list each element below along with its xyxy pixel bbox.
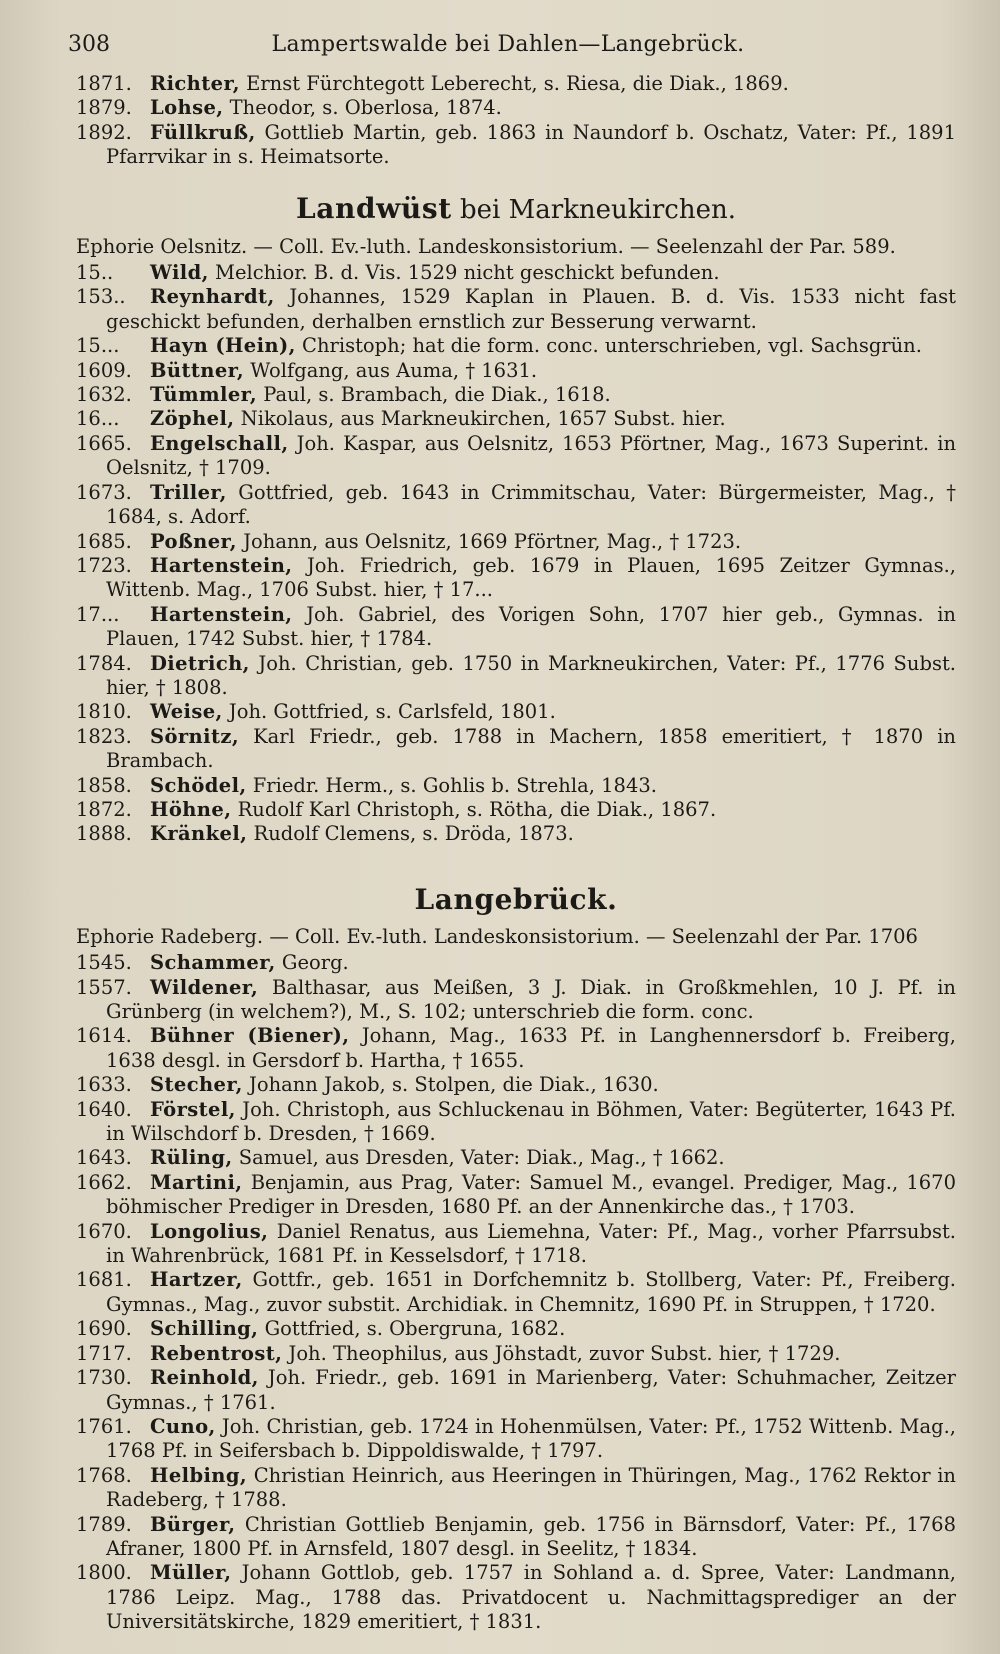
pastor-entry	[76, 976, 956, 1025]
pastor-entry	[76, 1146, 956, 1170]
entry-name: Bürger,	[150, 1512, 236, 1536]
entry-name: Weise,	[150, 700, 223, 724]
pastor-entry	[76, 798, 956, 822]
entry-name: Büttner,	[150, 358, 245, 382]
entry-year: 1673.	[76, 480, 132, 504]
entry-year: 17...	[76, 602, 120, 626]
entry-year: 1800.	[76, 1561, 132, 1585]
pastor-entry	[76, 96, 956, 120]
entry-name: Kränkel,	[150, 822, 248, 846]
entry-name: Reinhold,	[150, 1366, 259, 1390]
entry-text: Johannes, 1529 Kaplan in Plauen. B. d. Vis. 1533 nicht fast geschickt befunden, derhalben ernstlich zur Besserung verwarnt.	[106, 285, 956, 333]
pastor-entry	[76, 1024, 956, 1073]
pastor-entry	[76, 1464, 956, 1513]
entry-year: 1810.	[76, 700, 132, 724]
pastor-entry	[76, 72, 956, 96]
section-meta: Ephorie Oelsnitz. — Coll. Ev.-luth. Landeskonsistorium. — Seelenzahl der Par. 589.	[76, 234, 896, 258]
entry-name: Zöphel,	[150, 407, 235, 431]
entry-text: Johann Gottlob, geb. 1757 in Sohland a. d. Spree, Vater: Landmann, 1786 Leipz. Mag., 1788 das. Privatdocent u. Nachmittagsprediger an der Universitätskirche, 1829 emeritiert, † 1831.	[106, 1561, 956, 1634]
entry-year: 1662.	[76, 1170, 132, 1194]
entry-text: Joh. Christian, geb. 1724 in Hohenmülsen, Vater: Pf., 1752 Wittenb. Mag., 1768 Pf. in Seifersbach b. Dippoldiswalde, † 1797.	[106, 1414, 956, 1463]
entry-name: Cuno,	[150, 1414, 216, 1438]
entry-year: 1761.	[76, 1414, 132, 1438]
entry-year: 1723.	[76, 553, 132, 577]
entry-year: 1670.	[76, 1219, 132, 1243]
entry-name: Reynhardt,	[150, 285, 275, 309]
pastor-entry	[76, 383, 956, 407]
entry-name: Engelschall,	[150, 431, 289, 455]
entry-text: Christian Gottlieb Benjamin, geb. 1756 in Bärnsdorf, Vater: Pf., 1768 Afraner, 1800 Pf. in Arnsfeld, 1807 desgl. in Seelitz, † 1834.	[106, 1512, 956, 1560]
entry-text: Daniel Renatus, aus Liemehna, Vater: Pf., Mag., vorher Pfarrsubst. in Wahrenbrück, 1681 Pf. in Kesselsdorf, † 1718.	[106, 1219, 956, 1268]
pastor-entry	[76, 554, 956, 603]
section-meta: Ephorie Radeberg. — Coll. Ev.-luth. Landeskonsistorium. — Seelenzahl der Par. 1706	[76, 924, 918, 948]
page-header	[68, 28, 948, 68]
pastor-entry	[76, 1317, 956, 1341]
entry-year: 1784.	[76, 651, 132, 675]
pastor-entry	[76, 652, 956, 701]
entry-year: 153..	[76, 285, 126, 309]
entry-name: Stecher,	[150, 1073, 243, 1097]
entry-year: 1665.	[76, 431, 132, 455]
entry-year: 16...	[76, 407, 120, 431]
entry-name: Schammer,	[150, 951, 276, 975]
entry-year: 1717.	[76, 1341, 132, 1365]
entry-list-continued	[76, 72, 956, 170]
entry-year: 1557.	[76, 975, 132, 999]
entry-name: Martini,	[150, 1170, 243, 1194]
entry-text: Karl Friedr., geb. 1788 in Machern, 1858 emeritiert, † 1870 in Brambach.	[106, 724, 956, 773]
page-number: 308	[68, 32, 110, 57]
entry-name: Förstel,	[150, 1097, 236, 1121]
entry-year: 1614.	[76, 1024, 132, 1048]
section-heading-landwuest	[76, 192, 956, 227]
entry-text: Gottfried, s. Obergruna, 1682.	[258, 1317, 566, 1341]
section-subtitle: bei Markneukirchen.	[451, 194, 736, 225]
entry-text: Christoph; hat die form. conc. unterschrieben, vgl. Sachsgrün.	[295, 334, 922, 358]
entry-text: Joh. Kaspar, aus Oelsnitz, 1653 Pförtner, Mag., 1673 Superint. in Oelsnitz, † 1709.	[106, 431, 956, 480]
pastor-entry	[76, 261, 956, 285]
entry-text: Johann, Mag., 1633 Pf. in Langhennersdorf b. Freiberg, 1638 desgl. in Gersdorf b. Hartha, † 1655.	[106, 1024, 956, 1072]
entry-year: 1545.	[76, 951, 132, 975]
pastor-entry	[76, 1415, 956, 1464]
entry-text: Gottlieb Martin, geb. 1863 in Naundorf b. Oschatz, Vater: Pf., 1891 Pfarrvikar in s. Heimatsorte.	[106, 120, 956, 169]
entry-text: Joh. Friedrich, geb. 1679 in Plauen, 1695 Zeitzer Gymnas., Wittenb. Mag., 1706 Subst. hier, † 17...	[106, 553, 956, 602]
entry-text: Nikolaus, aus Markneukirchen, 1657 Subst. hier.	[234, 407, 726, 431]
entry-name: Sörnitz,	[150, 724, 240, 748]
pastor-entry	[76, 1268, 956, 1317]
entry-year: 1872.	[76, 797, 132, 821]
pastor-entry	[76, 407, 956, 431]
entry-text: Gottfried, geb. 1643 in Crimmitschau, Vater: Bürgermeister, Mag., † 1684, s. Adorf.	[106, 480, 956, 529]
entry-name: Hartenstein,	[150, 553, 293, 577]
entry-text: Johann, aus Oelsnitz, 1669 Pförtner, Mag., † 1723.	[237, 529, 742, 553]
entry-year: 1888.	[76, 822, 132, 846]
entry-text: Ernst Fürchtegott Leberecht, s. Riesa, die Diak., 1869.	[239, 72, 789, 95]
pastor-entry	[76, 603, 956, 652]
entry-text: Joh. Gottfried, s. Carlsfeld, 1801.	[222, 700, 556, 724]
pastor-entry	[76, 1342, 956, 1366]
entry-year: 1633.	[76, 1073, 132, 1097]
entry-name: Wild,	[150, 261, 209, 285]
pastor-entry	[76, 1073, 956, 1097]
pastor-entry	[76, 432, 956, 481]
entry-year: 1632.	[76, 383, 132, 407]
entry-text: Rudolf Karl Christoph, s. Rötha, die Diak., 1867.	[231, 797, 717, 821]
entry-name: Longolius,	[150, 1219, 269, 1243]
pastor-entry	[76, 481, 956, 530]
entry-text: Joh. Theophilus, aus Jöhstadt, zuvor Subst. hier, † 1729.	[282, 1341, 841, 1365]
pastor-entry	[76, 822, 956, 846]
pastor-entry	[76, 121, 956, 170]
entry-name: Helbing,	[150, 1463, 248, 1487]
entry-text: Rudolf Clemens, s. Dröda, 1873.	[247, 822, 574, 846]
section-title: Langebrück.	[414, 882, 618, 916]
pastor-entry	[76, 700, 956, 724]
entry-list-langebrueck	[76, 951, 956, 1634]
entry-year: 1858.	[76, 773, 132, 797]
entry-name: Triller,	[150, 480, 227, 504]
pastor-entry	[76, 1366, 956, 1415]
pastor-entry	[76, 774, 956, 798]
entry-name: Hartzer,	[150, 1268, 243, 1292]
entry-text: Samuel, aus Dresden, Vater: Diak., Mag., † 1662.	[232, 1146, 725, 1170]
entry-name: Höhne,	[150, 797, 232, 821]
entry-year: 1768.	[76, 1463, 132, 1487]
running-title: Lampertswalde bei Dahlen—Langebrück.	[271, 32, 745, 57]
entry-name: Dietrich,	[150, 651, 250, 675]
pastor-entry	[76, 1513, 956, 1562]
entry-year: 15..	[76, 261, 114, 285]
entry-text: Balthasar, aus Meißen, 3 J. Diak. in Großkmehlen, 10 J. Pf. in Grünberg (in welchem?), M., S. 102; unterschrieb die form. conc.	[106, 975, 956, 1023]
entry-name: Hartenstein,	[150, 602, 293, 626]
entry-year: 1892.	[76, 120, 132, 144]
entry-year: 1871.	[76, 72, 132, 95]
entry-name: Tümmler,	[150, 383, 258, 407]
entry-name: Hayn (Hein),	[150, 334, 296, 358]
pastor-entry	[76, 285, 956, 334]
pastor-entry	[76, 1171, 956, 1220]
entry-list-landwuest	[76, 261, 956, 847]
pastor-entry	[76, 725, 956, 774]
entry-text: Theodor, s. Oberlosa, 1874.	[223, 96, 502, 120]
section-title: Landwüst	[296, 191, 452, 225]
entry-name: Schödel,	[150, 773, 247, 797]
entry-text: Melchior. B. d. Vis. 1529 nicht geschickt befunden.	[208, 261, 720, 285]
entry-year: 1640.	[76, 1097, 132, 1121]
entry-text: Benjamin, aus Prag, Vater: Samuel M., evangel. Prediger, Mag., 1670 böhmischer Prediger in Dresden, 1680 Pf. an der Annenkirche das., † 1703.	[106, 1170, 956, 1219]
entry-name: Bühner (Biener),	[150, 1024, 350, 1048]
entry-year: 1789.	[76, 1512, 132, 1536]
entry-text: Paul, s. Brambach, die Diak., 1618.	[257, 383, 611, 407]
entry-text: Joh. Gabriel, des Vorigen Sohn, 1707 hier geb., Gymnas. in Plauen, 1742 Subst. hier, † 1784.	[106, 602, 956, 651]
entry-name: Lohse,	[150, 96, 224, 120]
pastor-entry	[76, 530, 956, 554]
entry-year: 15...	[76, 334, 120, 358]
entry-year: 1690.	[76, 1317, 132, 1341]
entry-year: 1681.	[76, 1268, 132, 1292]
entry-text: Georg.	[275, 951, 349, 975]
entry-name: Wildener,	[150, 975, 259, 999]
entry-year: 1879.	[76, 96, 132, 120]
entry-year: 1685.	[76, 529, 132, 553]
entry-text: Gottfr., geb. 1651 in Dorfchemnitz b. Stollberg, Vater: Pf., Freiberg. Gymnas., Mag., zuvor substit. Archidiak. in Chemnitz, 1690 Pf. in Struppen, † 1720.	[106, 1268, 956, 1316]
entry-text: Wolfgang, aus Auma, † 1631.	[244, 358, 538, 382]
entry-text: Joh. Christian, geb. 1750 in Markneukirchen, Vater: Pf., 1776 Subst. hier, † 1808.	[106, 651, 956, 699]
section-heading-langebrueck	[76, 883, 956, 917]
entry-name: Rebentrost,	[150, 1341, 283, 1365]
entry-year: 1643.	[76, 1146, 132, 1170]
pastor-entry	[76, 951, 956, 975]
page-content	[76, 72, 956, 1635]
entry-name: Schilling,	[150, 1317, 259, 1341]
entry-year: 1730.	[76, 1366, 132, 1390]
entry-name: Richter,	[150, 72, 240, 95]
entry-name: Müller,	[150, 1561, 232, 1585]
entry-year: 1823.	[76, 724, 132, 748]
entry-text: Joh. Friedr., geb. 1691 in Marienberg, Vater: Schuhmacher, Zeitzer Gymnas., † 1761.	[106, 1366, 956, 1414]
pastor-entry	[76, 334, 956, 358]
entry-text: Johann Jakob, s. Stolpen, die Diak., 1630.	[242, 1073, 659, 1097]
entry-text: Joh. Christoph, aus Schluckenau in Böhmen, Vater: Begüterter, 1643 Pf. in Wilschdorf b. Dresden, † 1669.	[106, 1097, 956, 1146]
pastor-entry	[76, 1098, 956, 1147]
entry-text: Christian Heinrich, aus Heeringen in Thüringen, Mag., 1762 Rektor in Radeberg, † 1788.	[106, 1463, 956, 1512]
pastor-entry	[76, 1220, 956, 1269]
pastor-entry	[76, 1561, 956, 1634]
entry-name: Poßner,	[150, 529, 237, 553]
entry-year: 1609.	[76, 358, 132, 382]
entry-name: Füllkruß,	[150, 120, 256, 144]
pastor-entry	[76, 359, 956, 383]
entry-text: Friedr. Herm., s. Gohlis b. Strehla, 1843.	[246, 773, 657, 797]
entry-name: Rüling,	[150, 1146, 233, 1170]
